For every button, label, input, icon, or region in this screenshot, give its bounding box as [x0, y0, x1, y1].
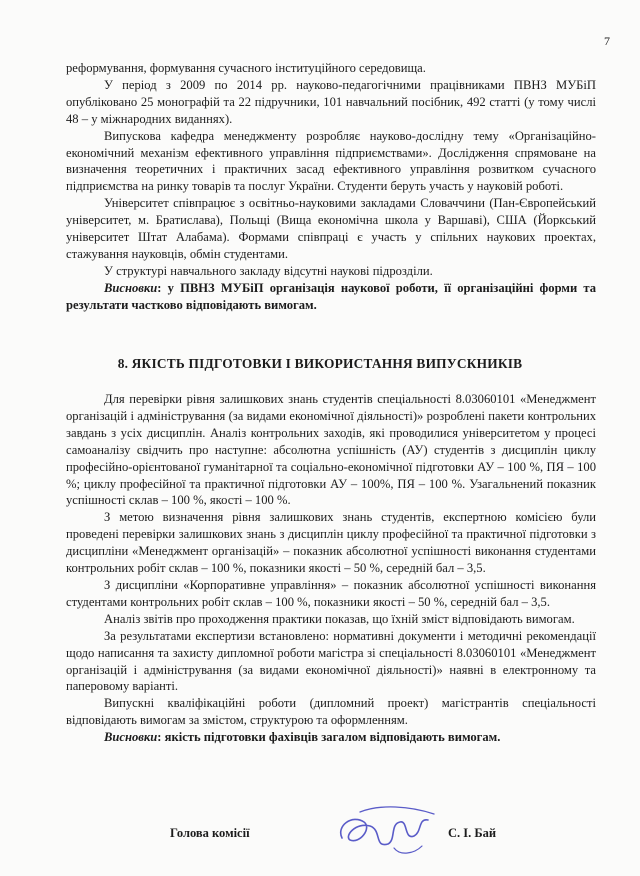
conclusion-text: : у ПВНЗ МУБіП організація наукової роботи, її організаційні форми та результати частково відповідають вимогам. — [66, 280, 596, 312]
paragraph-expertise-results: За результатами експертизи встановлено: нормативні документи і методичні рекомендації щодо написання та захисту дипломної роботи магістра зі спеціальності 8.03060101 «Менеджмент організацій і адміністрування (за видами економічної діяльності)» наявні в електронному та паперовому варіанті. — [66, 628, 596, 694]
section-heading: 8. ЯКІСТЬ ПІДГОТОВКИ І ВИКОРИСТАННЯ ВИПУСКНИКІВ — [117, 356, 523, 371]
paragraph-qualification-works: Випускні кваліфікаційні роботи (дипломний проект) магістрантів спеціальності відповідають вимогам за змістом, структурою та оформленням. — [66, 696, 596, 728]
page-number: 7 — [604, 34, 610, 48]
paragraph-research-topic: Випускова кафедра менеджменту розробляє науково-дослідну тему «Організаційно-економічний механізм ефективного управління підприємствами». Дослідження спрямоване на визначення теоретичних і практичних засад ефективного управління розвитком сучасного підприємства на ринку товарів та послуг України. Студенти беруть участь у науковій роботі. — [66, 128, 596, 194]
conclusion-text: : якість підготовки фахівців загалом відповідають вимогам. — [157, 730, 501, 745]
top-section — [66, 60, 596, 314]
paragraph-practice-reports: Аналіз звітів про проходження практики показав, що їхній зміст відповідають вимогам. — [104, 611, 575, 626]
paragraph-corporate-governance: З дисципліни «Корпоративне управління» – показник абсолютної успішності виконання студентами контрольних робіт склав – 100 %, показники якості – 50 %, середній бал – 3,5. — [66, 577, 596, 609]
paragraph-expert-check: З метою визначення рівня залишкових знань студентів, експертною комісією були проведені перевірки залишкових знань з дисциплін циклу професійної та практичної підготовки з дисципліни «Менеджмент організацій» – показник абсолютної успішності виконання студентами контрольних робіт склав – 100 %, показники якості – 50 %, середній бал – 3,5. — [66, 510, 596, 576]
paragraph-knowledge-check: Для перевірки рівня залишкових знань студентів спеціальності 8.03060101 «Менеджмент організацій і адміністрування (за видами економічної діяльності)» розроблені пакети контрольних завдань з усіх дисциплін. Аналіз контрольних заходів, які проводилися університетом у процесі самоаналізу свідчить про наступне: абсолютна успішність (АУ) студентів з дисциплін циклу професійно-орієнтованої гуманітарної та соціально-економічної підготовки АУ – 100 %, ПЯ – 100 %; циклу професійної та практичної підготовки АУ – 100%, ПЯ – 100 %. Узагальнений показник успішності склав – 100 %, якості – 100 %. — [66, 392, 596, 508]
section-body — [66, 391, 596, 746]
conclusion-label: Висновки — [104, 730, 158, 745]
signature-name: С. І. Бай — [448, 826, 497, 840]
conclusion-label: Висновки — [104, 280, 158, 295]
paragraph-structure: У структурі навчального закладу відсутні наукові підрозділи. — [104, 263, 433, 278]
paragraph-continuation: реформування, формування сучасного інституційного середовища. — [66, 61, 426, 75]
signature-role: Голова комісії — [170, 826, 250, 840]
handwritten-signature — [330, 800, 440, 860]
paragraph-cooperation: Університет співпрацює з освітньо-науковими закладами Словаччини (Пан-Європейський університет, м. Братислава), Польщі (Вища економічна школа у Варшаві), США (Йоркський університет Штат Алабама). Формами співпраці є участь у спільних наукових проектах, стажування науковців, обмін студентами. — [66, 196, 596, 261]
conclusion-research — [66, 280, 596, 314]
paragraph-publications: У період з 2009 по 2014 рр. науково-педагогічними працівниками ПВНЗ МУБіП опубліковано 25 монографій та 22 підручники, 101 навчальний посібник, 492 статті (у тому числі 48 – у міжнародних виданнях). — [66, 77, 596, 126]
conclusion-quality — [66, 729, 596, 746]
